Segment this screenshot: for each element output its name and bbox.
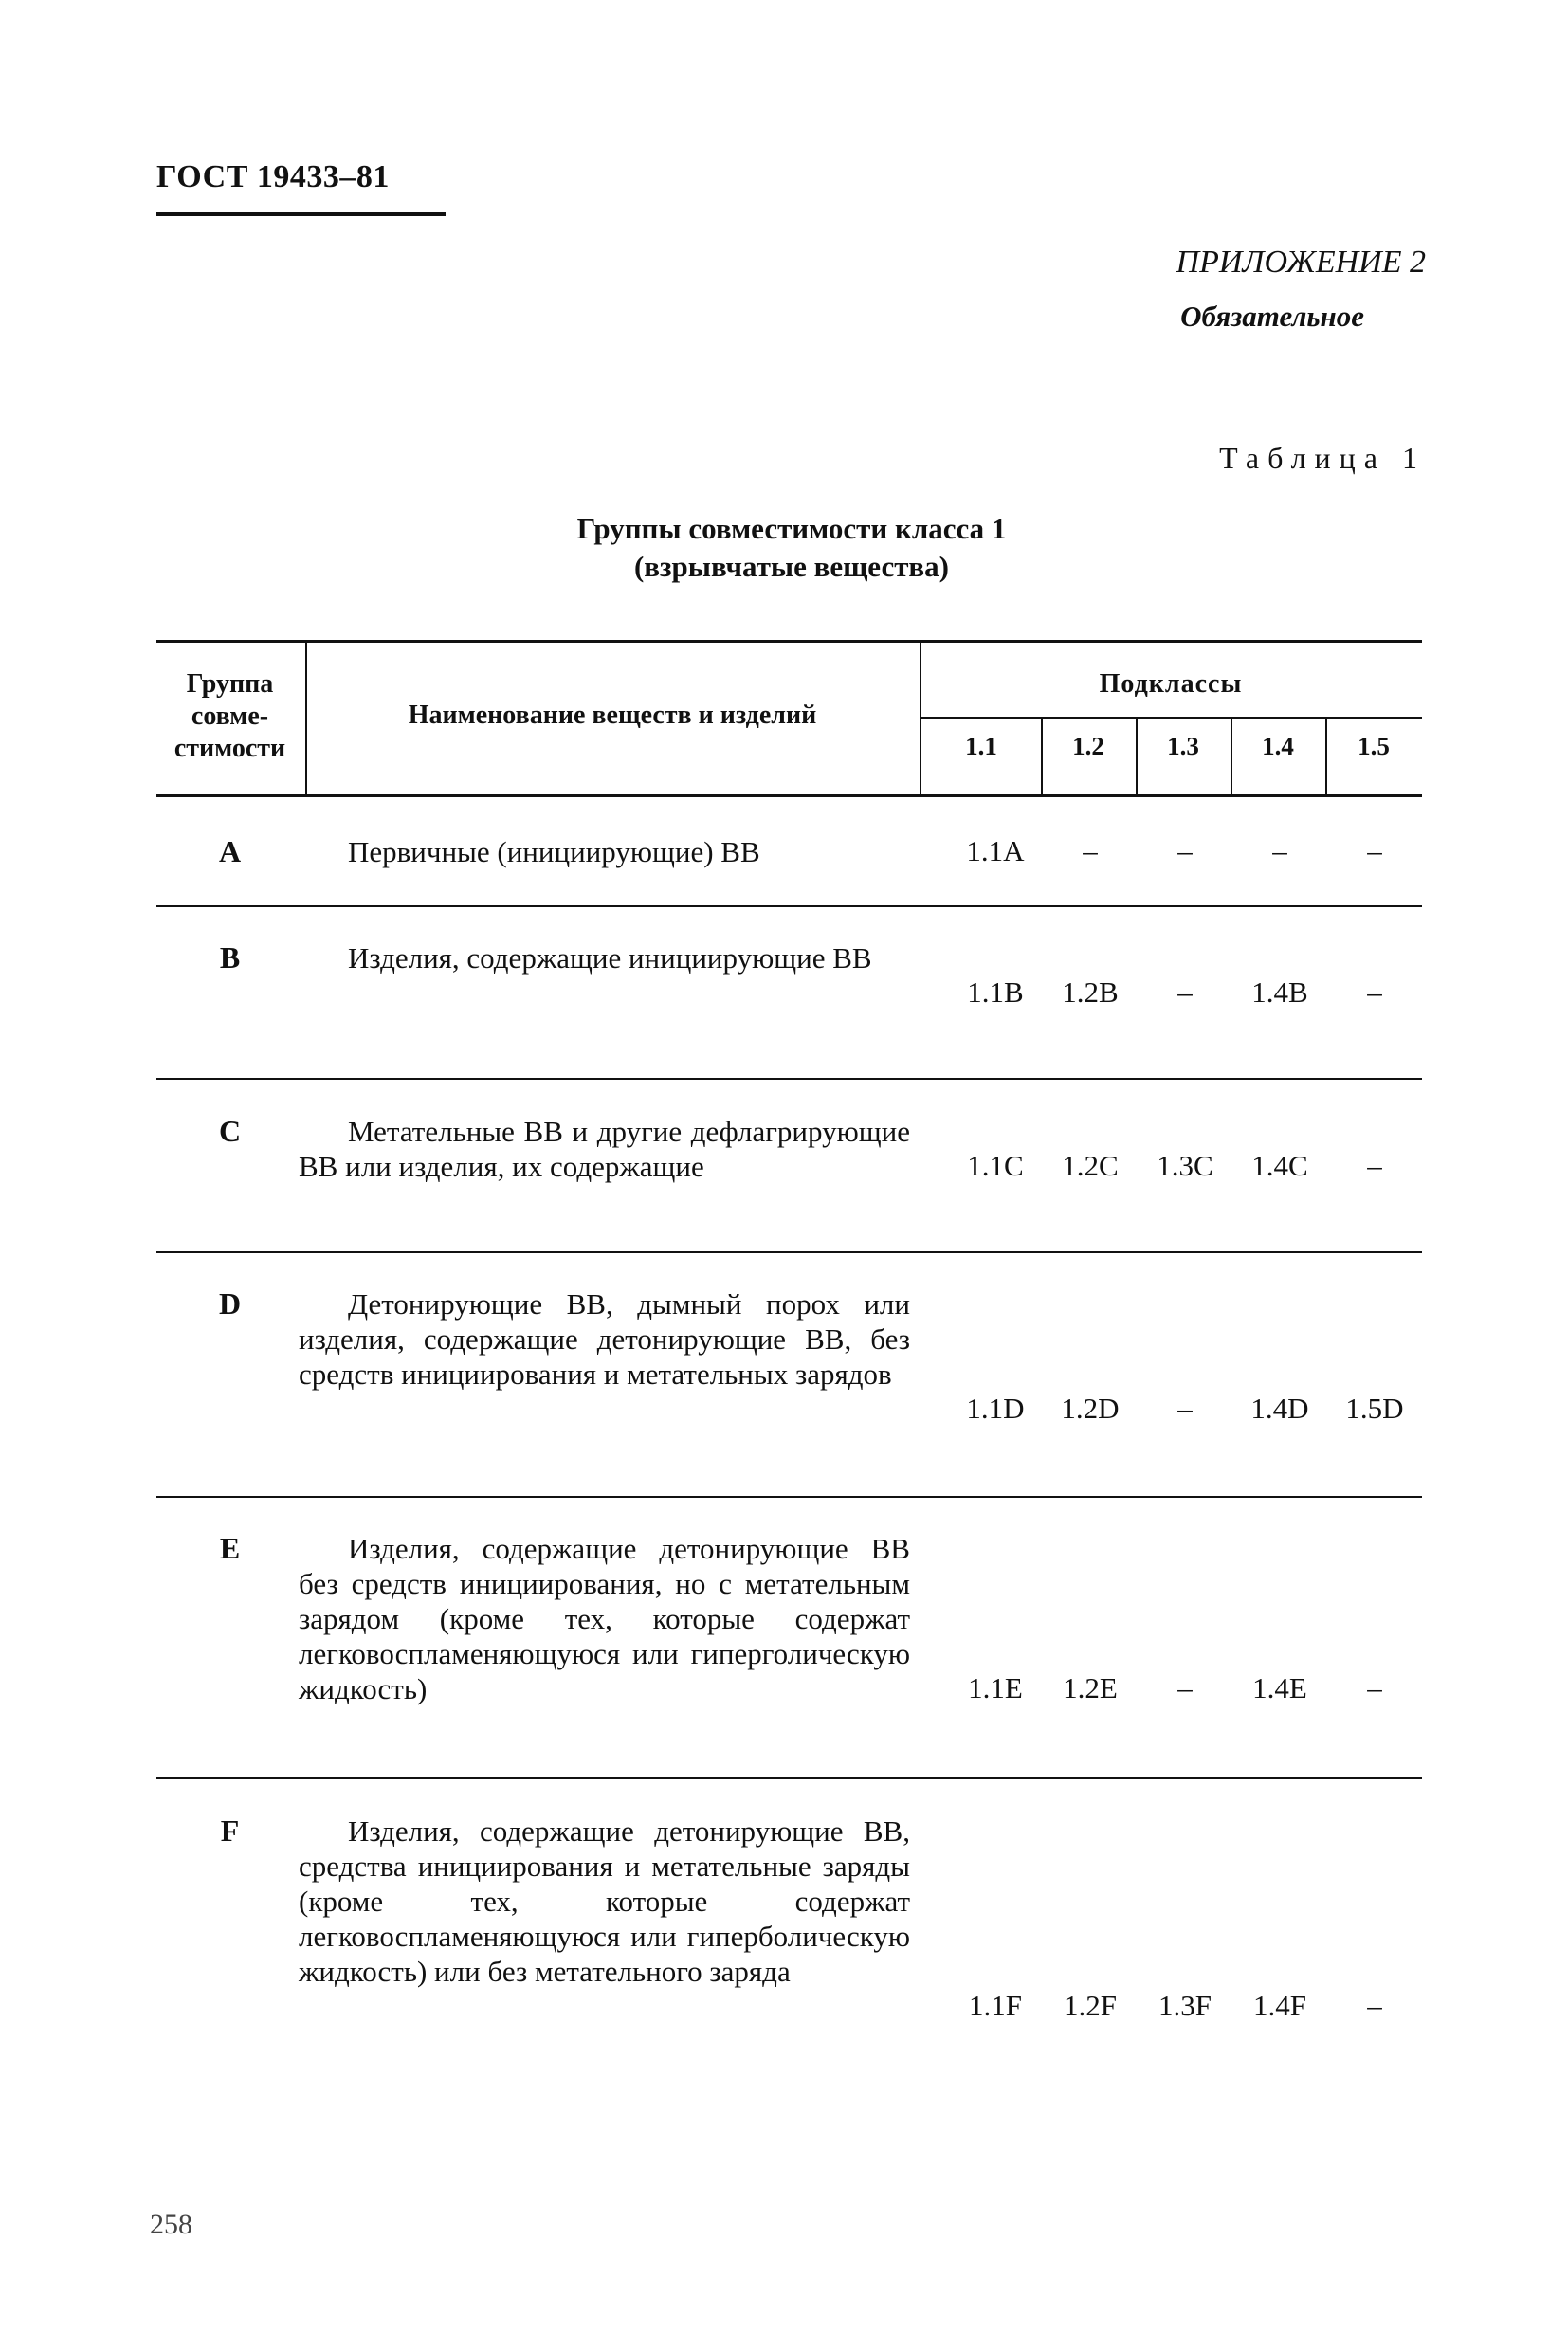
subclass-cell: – xyxy=(1177,1671,1193,1704)
group-code: F xyxy=(220,1813,240,1848)
column-header-group: Группа совме-стимости xyxy=(173,669,286,763)
subclass-cell: 1.4D xyxy=(1250,1392,1309,1425)
subclass-cell: – xyxy=(1367,975,1382,1009)
subclass-cell: 1.1A xyxy=(966,834,1025,867)
subclass-cell: 1.4C xyxy=(1251,1149,1308,1182)
subclass-header: 1.2 xyxy=(1072,732,1104,760)
row-description: Метательные ВВ и другие дефлагрирующие ВВ или изделия, их содержащие xyxy=(299,1115,910,1183)
subclass-cell: 1.4E xyxy=(1252,1671,1307,1704)
table-caption xyxy=(398,510,1185,586)
subclass-cell: 1.3F xyxy=(1158,1989,1212,2022)
subclass-cell: 1.3C xyxy=(1157,1149,1213,1182)
subclass-header: 1.3 xyxy=(1167,732,1199,760)
row-separator xyxy=(156,1251,1422,1253)
subclass-cell: 1.1D xyxy=(966,1392,1025,1425)
subclass-cell: – xyxy=(1367,834,1382,867)
group-code: D xyxy=(218,1286,242,1321)
subclass-cell: – xyxy=(1177,975,1193,1009)
group-code: B xyxy=(219,940,241,975)
subclass-cell: 1.1F xyxy=(969,1989,1022,2022)
table-top-rule xyxy=(156,640,1422,643)
subclass-cell: 1.4F xyxy=(1253,1989,1306,2022)
subclass-cell: 1.2E xyxy=(1063,1671,1118,1704)
subclass-cell: – xyxy=(1367,1149,1382,1182)
row-description: Изделия, содержащие инициирующие ВВ xyxy=(348,941,872,975)
subclass-cell: 1.4B xyxy=(1251,975,1308,1009)
row-description: Детонирующие ВВ, дымный порох или изделия, содержащие детонирующие ВВ, без средств инициирования и метательных зарядов xyxy=(299,1287,910,1391)
subclass-header: 1.4 xyxy=(1262,732,1294,760)
subclass-cell: 1.2F xyxy=(1064,1989,1117,2022)
group-code: A xyxy=(218,834,242,868)
subclass-cell: – xyxy=(1367,1989,1382,2022)
column-header-name: Наименование веществ и изделий xyxy=(408,701,817,730)
row-separator xyxy=(156,1777,1422,1779)
caption-line-1: Группы совместимости класса 1 xyxy=(576,512,1007,545)
header-divider-name xyxy=(920,640,921,794)
page-number: 258 xyxy=(150,2209,192,2240)
subclass-cell: – xyxy=(1272,834,1287,867)
subclass-cell: 1.1B xyxy=(967,975,1024,1009)
document-code: ГОСТ 19433–81 xyxy=(156,159,390,194)
subclass-cell: 1.2D xyxy=(1061,1392,1120,1425)
appendix-status: Обязательное xyxy=(1180,300,1364,333)
table-header-bottom-rule xyxy=(156,794,1422,797)
group-code: E xyxy=(219,1531,241,1565)
subclass-cell: 1.1E xyxy=(968,1671,1023,1704)
subclass-cell: 1.2B xyxy=(1062,975,1119,1009)
row-separator xyxy=(156,1496,1422,1498)
subclass-cell: 1.1C xyxy=(967,1149,1024,1182)
caption-line-2: (взрывчатые вещества) xyxy=(633,550,949,583)
subclass-cell: – xyxy=(1367,1671,1382,1704)
subclass-cell: – xyxy=(1083,834,1098,867)
subclass-cell: 1.5D xyxy=(1345,1392,1404,1425)
table-label: Таблица 1 xyxy=(1219,441,1426,475)
subclass-cell: 1.2C xyxy=(1062,1149,1119,1182)
row-description: Изделия, содержащие детонирующие ВВ, средства инициирования и метательные заряды (кроме тех, которые содержат легковоспламеняющуюся или гиперболическую жидкость) или без метательного заряда xyxy=(299,1814,910,1988)
column-header-subclasses: Подклассы xyxy=(1099,669,1243,699)
row-description: Изделия, содержащие детонирующие ВВ без средств инициирования, но с метательным зарядом (кроме тех, которые содержат легковоспламеняющуюся или гиперголическую жидкость) xyxy=(299,1532,910,1705)
group-code: C xyxy=(218,1114,242,1148)
subclass-header-rule xyxy=(920,717,1422,719)
subclass-cell: – xyxy=(1177,834,1193,867)
subclass-header: 1.1 xyxy=(965,732,997,760)
appendix-title: ПРИЛОЖЕНИЕ 2 xyxy=(1176,245,1426,280)
subclass-header: 1.5 xyxy=(1358,732,1390,760)
subclass-cell: – xyxy=(1177,1392,1193,1425)
row-separator xyxy=(156,1078,1422,1080)
row-separator xyxy=(156,905,1422,907)
document-code-underline xyxy=(156,212,446,216)
row-description: Первичные (инициирующие) ВВ xyxy=(348,835,760,868)
